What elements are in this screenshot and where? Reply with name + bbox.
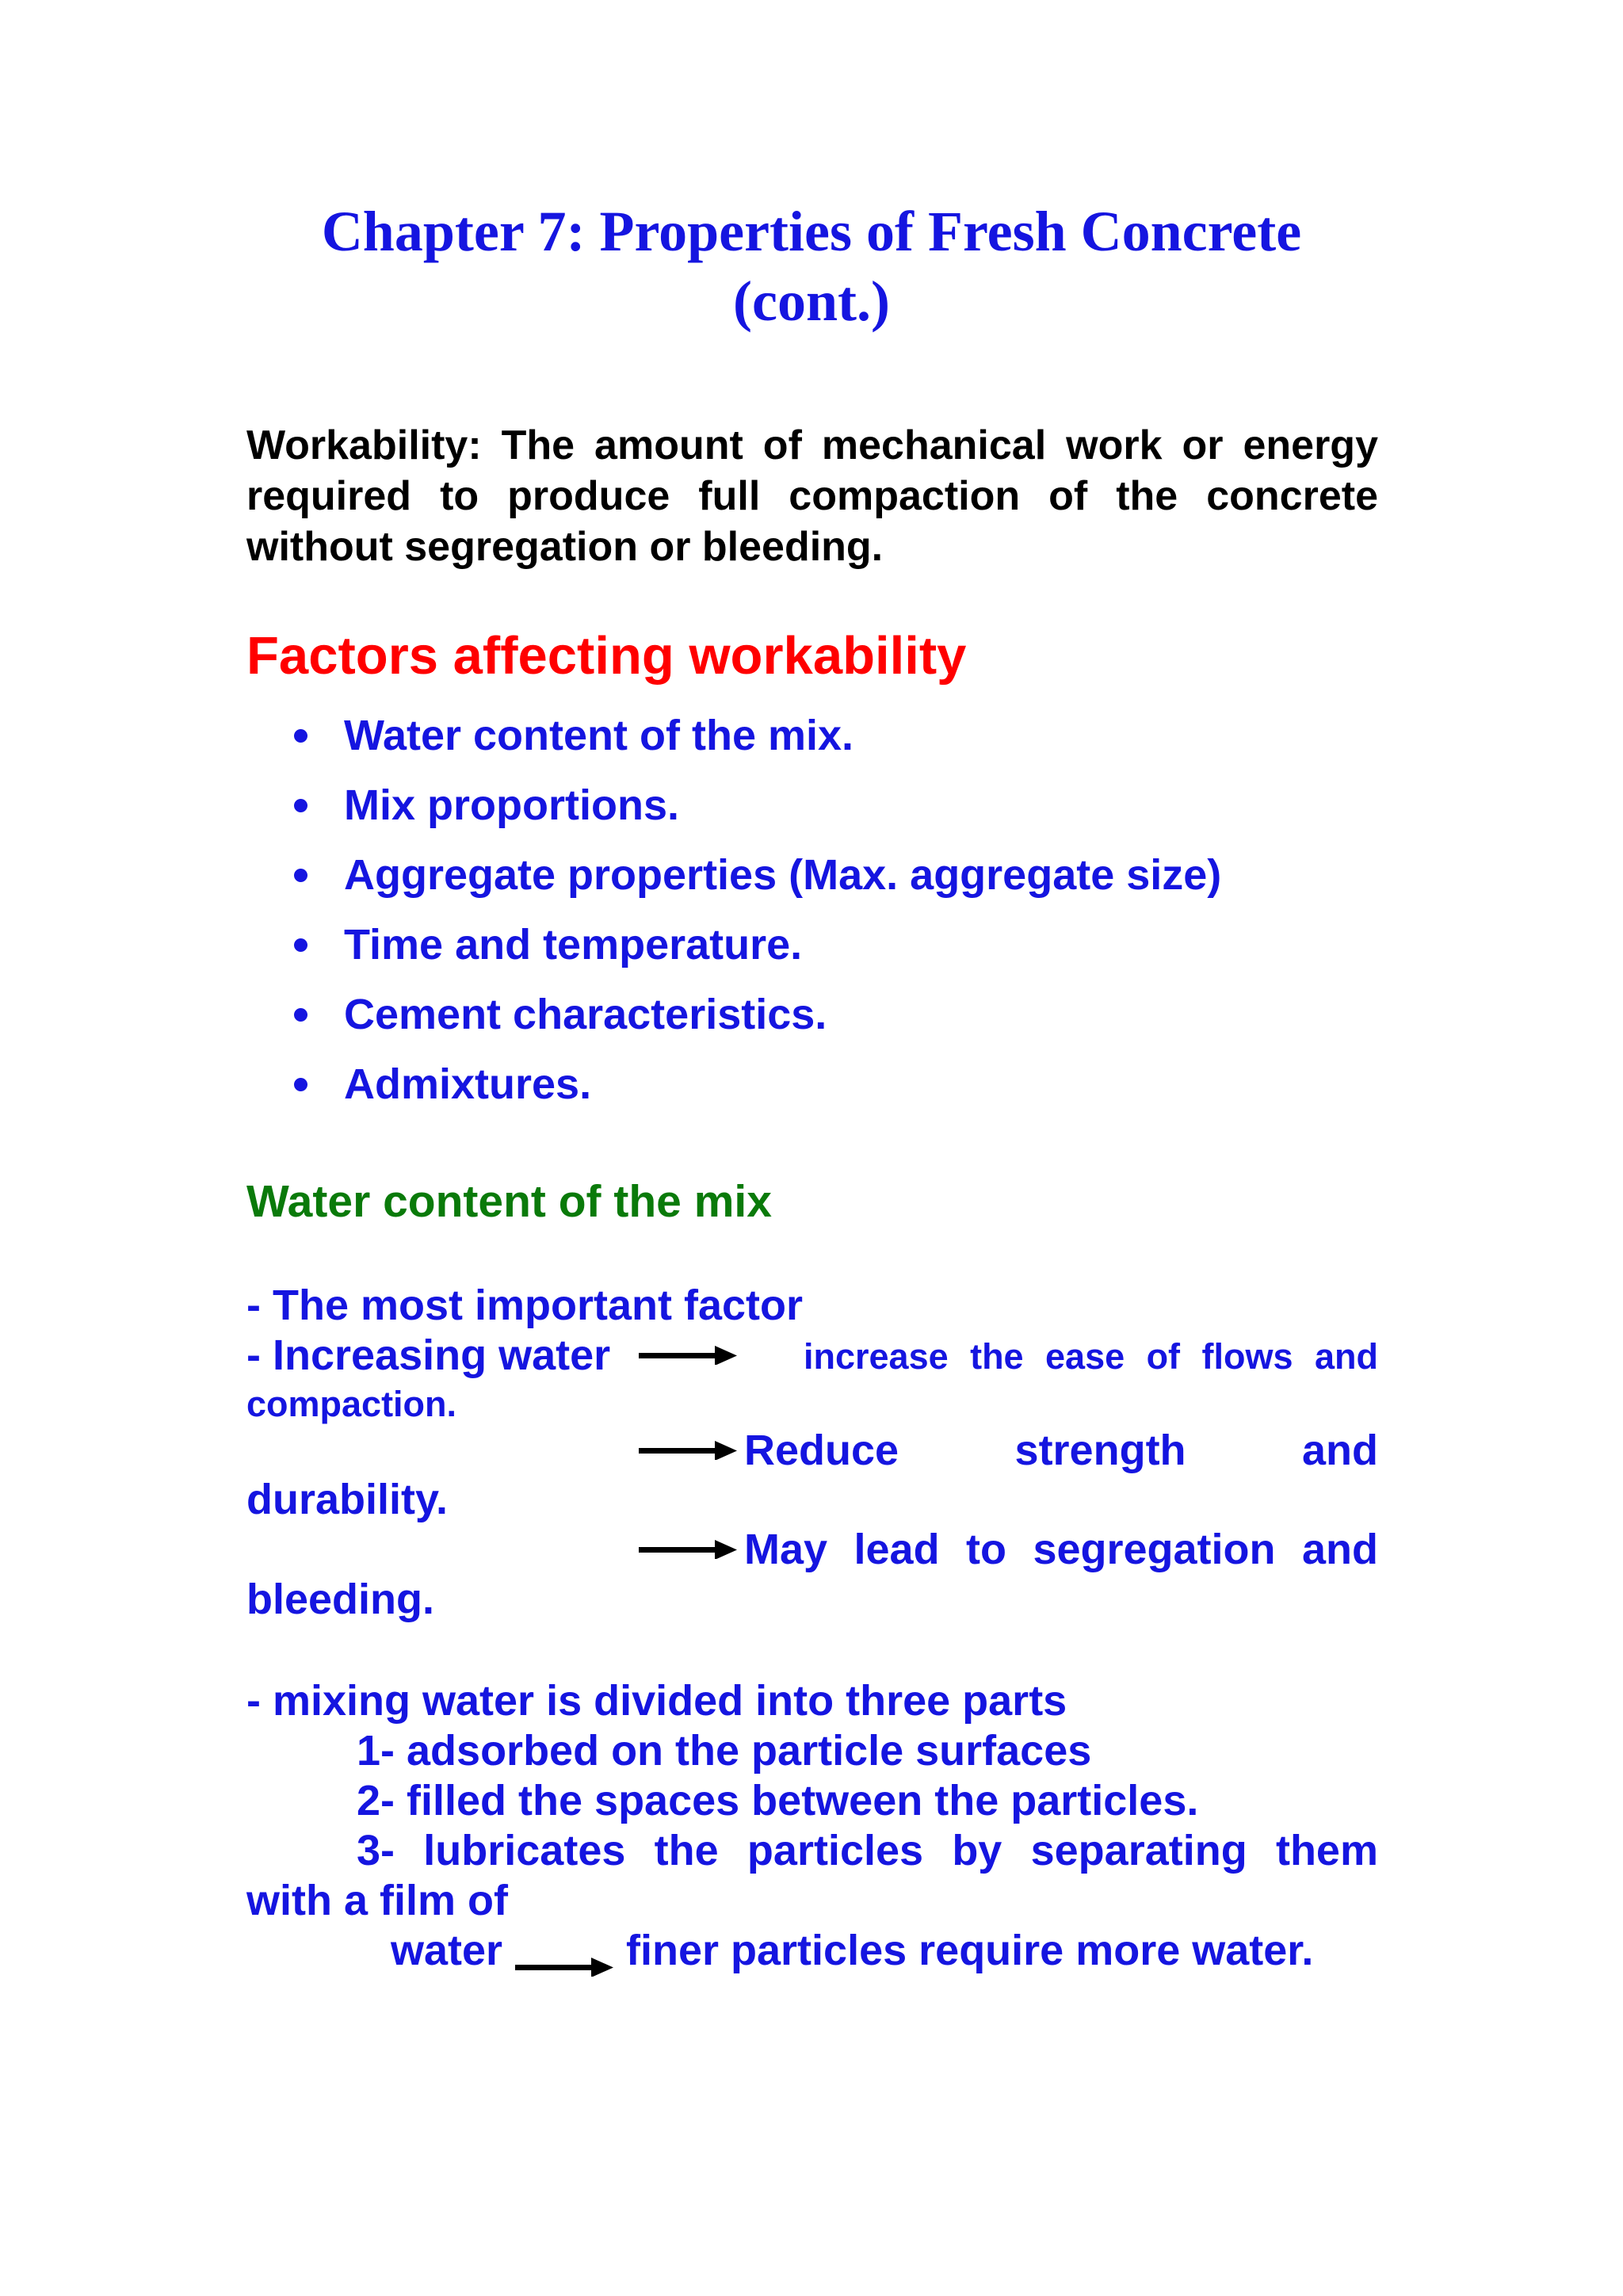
increasing-water-label: - Increasing water: [246, 1331, 611, 1379]
most-important-line: - The most important factor: [246, 1282, 804, 1329]
water-part-3: 3- lubricates the particles by separating them: [357, 1827, 1378, 1874]
mixing-water-intro: - mixing water is divided into three parts: [246, 1677, 1067, 1725]
effect-reduce-strength-cont: durability.: [246, 1476, 449, 1523]
effect-segregation: May lead to segregation and: [744, 1526, 1378, 1573]
water-word: water: [391, 1927, 503, 1974]
bullet-icon: [294, 799, 307, 812]
document-page: Chapter 7: Properties of Fresh Concrete (cont.) Workability: The amount of mechanical work or energy required to produce full compaction of the concrete without segregation or bleeding. Factors affecting workability Water content of the mix. Mix proportions. Aggregate properties (Max. aggregate size) Time and temperature. Cement characteristics. Admixtures. Water content of the mix - The most important factor - Increasing water increase the ease of flows and compaction. Reduce strength and durability. May lead to segregation and bleeding. - mixing water is divided into three parts 1- adsorbed on the particle surfaces 2- filled the spaces between the particles. 3- lubricates the particles by separating them with a film of water finer particles require more water.: [0, 0, 1623, 2296]
workability-definition: Workability: The amount of mechanical work or energy required to produce full compaction of the concrete without segregation or bleeding.: [246, 422, 1378, 570]
arrow-right-icon: [639, 1441, 737, 1460]
water-result: finer particles require more water.: [626, 1927, 1314, 1974]
arrow-right-icon: [639, 1540, 737, 1559]
bullet-icon: [294, 1078, 307, 1091]
arrow-right-icon: [515, 1958, 613, 1977]
water-part-1: 1- adsorbed on the particle surfaces: [357, 1727, 1092, 1775]
arrow-right-icon: [639, 1346, 737, 1365]
effect-segregation-cont: bleeding.: [246, 1576, 435, 1623]
factors-heading: Factors affecting workability: [246, 626, 967, 686]
bullet-icon: [294, 729, 307, 743]
bullet-icon: [294, 869, 307, 882]
effect-reduce-strength: Reduce strength and: [744, 1427, 1378, 1474]
page-title: Chapter 7: Properties of Fresh Concrete: [321, 200, 1302, 263]
water-content-heading: Water content of the mix: [246, 1176, 772, 1227]
bullet-icon: [294, 938, 307, 952]
bullet-icon: [294, 1008, 307, 1022]
effect-increase-ease: increase the ease of flows and: [804, 1336, 1378, 1377]
page-title-continued: (cont.): [733, 269, 890, 333]
water-part-2: 2- filled the spaces between the particles.: [357, 1777, 1199, 1824]
water-part-3-cont: with a film of: [246, 1877, 508, 1924]
effect-increase-ease-cont: compaction.: [246, 1384, 457, 1424]
